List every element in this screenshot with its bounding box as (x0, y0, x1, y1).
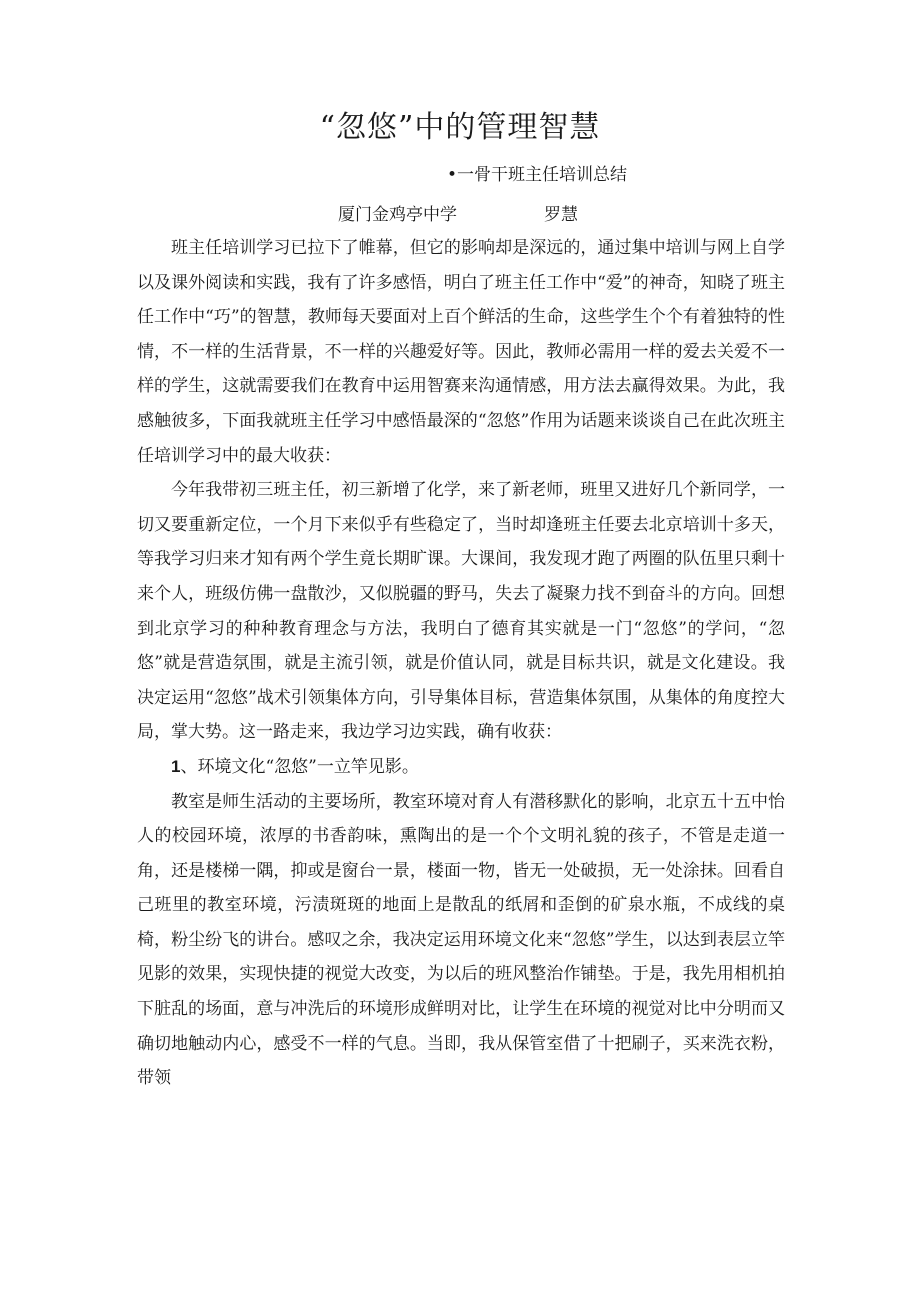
section-heading-text: 、环境文化“忽悠”一立竿见影。 (180, 756, 419, 777)
author-name: 罗慧 (544, 205, 578, 225)
paragraph: 班主任培训学习已拉下了帷幕，但它的影响却是深远的，通过集中培训与网上自学以及课外阅读和实践，我有了许多感悟，明白了班主任工作中“爱”的神奇，知晓了班主任工作中“巧”的智慧，教师每天要面对上百个鲜活的生命，这些学生个个有着独特的性情，不一样的生活背景，不一样的兴趣爱好等。因此，教师必需用一样的爱去关爱不一样的学生，这就需要我们在教育中运用智赛来沟通情感，用方法去赢得效果。为此，我感触彼多，下面我就班主任学习中感悟最深的“忽悠”作用为话题来谈谈自己在此次班主任培训学习中的最大收获： (137, 238, 785, 466)
section-heading (137, 750, 785, 785)
section-heading-number: 1 (171, 756, 181, 776)
paragraph: 今年我带初三班主任，初三新增了化学，来了新老师，班里又进好几个新同学，一切又要重新定位，一个月下来似乎有些稳定了，当时却逢班主任要去北京培训十多天，等我学习归来才知有两个学生竟长期旷课。大课间，我发现才跑了两圈的队伍里只剩十来个人，班级仿佛一盘散沙，又似脱疆的野马，失去了凝聚力找不到奋斗的方向。回想到北京学习的种种教育理念与方法，我明白了德育其实就是一门“忽悠”的学问，“忽悠”就是营造氛围，就是主流引领，就是价值认同，就是目标共识，就是文化建设。我决定运用“忽悠”战术引领集体方向，引导集体目标，营造集体氛围，从集体的角度控大局，掌大势。这一路走来，我边学习边实践，确有收获： (137, 480, 785, 743)
document-title: “忽悠”中的管理智慧 (319, 110, 601, 145)
paragraph: 教室是师生活动的主要场所，教室环境对育人有潜移默化的影响，北京五十五中怡人的校园环境，浓厚的书香韵味，熏陶出的是一个个文明礼貌的孩子，不管是走道一角，还是楼梯一隅，抑或是窗台一景，楼面一物，皆无一处破损，无一处涂抹。回看自己班里的教室环境，污渍斑斑的地面上是散乱的纸屑和歪倒的矿泉水瓶，不成线的桌椅，粉尘纷飞的讲台。感叹之余，我决定运用环境文化来“忽悠”学生，以达到表层立竿见影的效果，实现快捷的视觉大改变，为以后的班风整治作铺垫。于是，我先用相机拍下脏乱的场面，意与冲洗后的环境形成鲜明对比，让学生在环境的视觉对比中分明而又确切地触动内心，感受不一样的气息。当即，我从保管室借了十把刷子，买来洗衣粉，带领 (137, 791, 785, 1089)
author-school: 厦门金鸡亭中学 (338, 205, 457, 225)
author-line (338, 202, 578, 228)
document-body (137, 231, 785, 1096)
document-subtitle: •一骨干班主任培训总结 (447, 165, 628, 185)
